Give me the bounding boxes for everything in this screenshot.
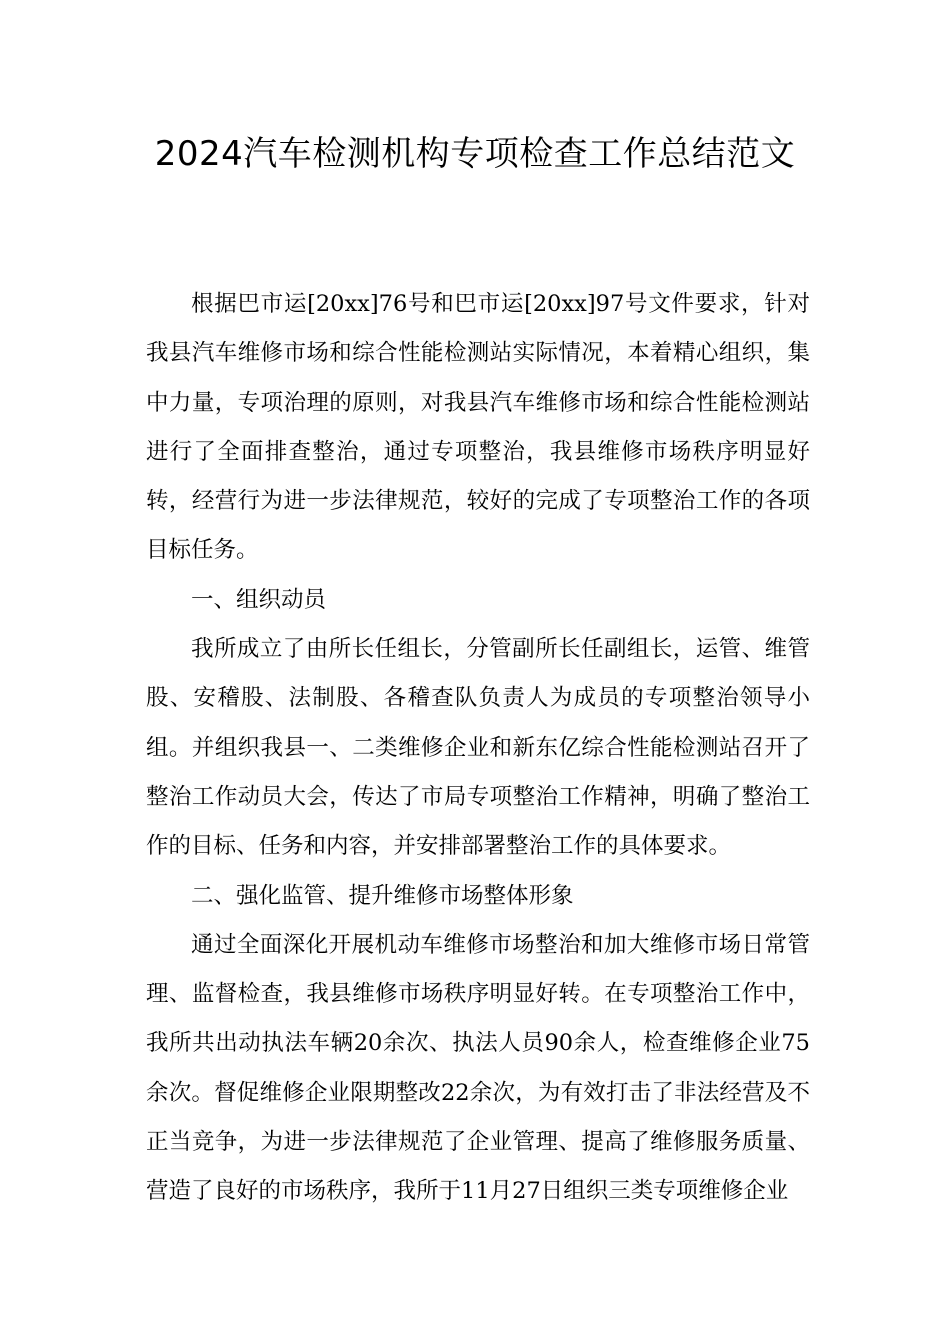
paragraph-intro: 根据巴市运[20xx]76号和巴市运[20xx]97号文件要求，针对我县汽车维修市场和综合性能检测站实际情况，本着精心组织，集中力量，专项治理的原则，对我县汽车维修市场和综合性能检测站进行了全面排查整治，通过专项整治，我县维修市场秩序明显好转，经营行为进一步法律规范，较好的完成了专项整治工作的各项目标任务。 [146, 291, 810, 564]
paragraph-organization: 我所成立了由所长任组长，分管副所长任副组长，运管、维管股、安稽股、法制股、各稽查队负责人为成员的专项整治领导小组。并组织我县一、二类维修企业和新东亿综合性能检测站召开了整治工作动员大会，传达了市局专项整治工作精神，明确了整治工作的目标、任务和内容，并安排部署整治工作的具体要求。 [146, 636, 810, 860]
paragraph-supervision: 通过全面深化开展机动车维修市场整治和加大维修市场日常管理、监督检查，我县维修市场秩序明显好转。在专项整治工作中，我所共出动执法车辆20余次、执法人员90余人，检查维修企业75余次。督促维修企业限期整改22余次，为有效打击了非法经营及不正当竞争，为进一步法律规范了企业管理、提高了维修服务质量、营造了良好的市场秩序，我所于11月27日组织三类专项维修企业 [146, 931, 810, 1205]
document-title: 2024汽车检测机构专项检查工作总结范文 [154, 134, 796, 174]
section-heading-2: 二、强化监管、提升维修市场整体形象 [191, 882, 574, 909]
document-body [146, 280, 810, 1217]
section-heading-1: 一、组织动员 [191, 586, 327, 613]
